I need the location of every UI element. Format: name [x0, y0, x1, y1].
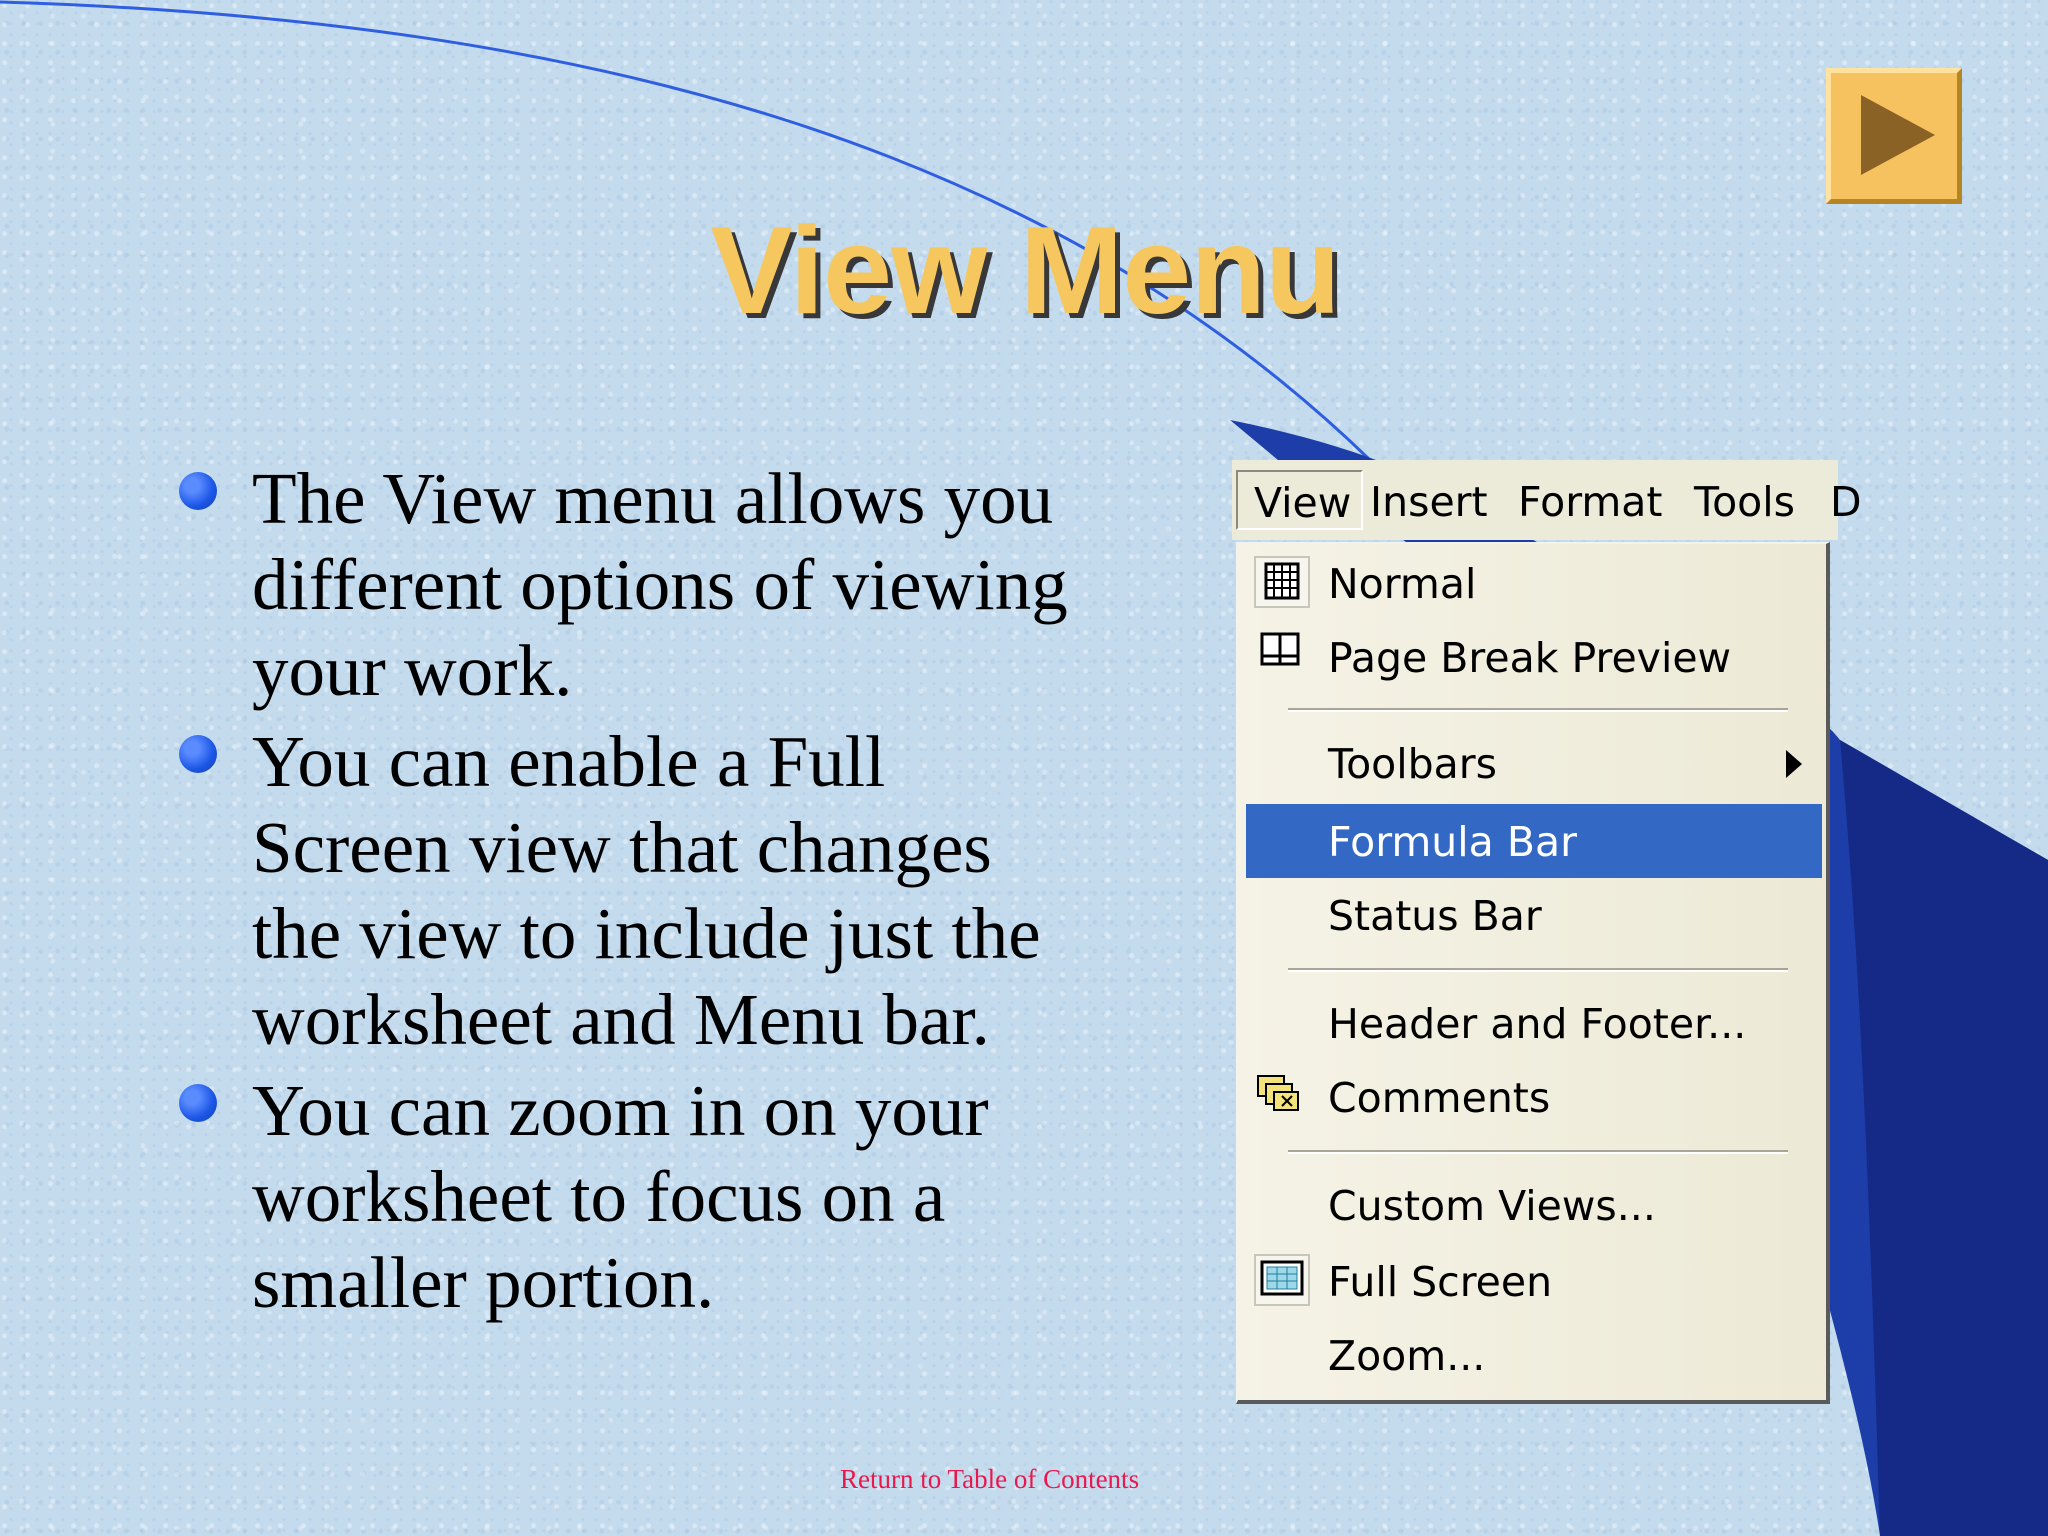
bullet-dot-icon: [179, 1084, 217, 1122]
menu-format[interactable]: Format: [1518, 478, 1663, 526]
normal-view-icon: [1254, 556, 1310, 608]
bullet-text: You can zoom in on your worksheet to focus on a smaller portion.: [252, 1070, 989, 1323]
menu-item-label: Normal: [1328, 560, 1477, 608]
list-item: [176, 456, 1076, 714]
comments-icon: [1254, 1070, 1310, 1122]
menu-item-header-and-footer[interactable]: [1246, 986, 1822, 1060]
page-break-preview-icon: [1254, 630, 1310, 682]
menu-item-label: Header and Footer...: [1328, 1000, 1747, 1048]
view-menu-dropdown: [1236, 542, 1830, 1404]
slide-title: View Menu: [710, 202, 1340, 340]
menu-item-label: Status Bar: [1328, 892, 1542, 940]
menu-item-label: Zoom...: [1328, 1332, 1486, 1380]
menu-data-clipped[interactable]: D: [1830, 478, 1862, 526]
full-screen-icon: [1254, 1254, 1310, 1306]
menu-item-label: Toolbars: [1328, 740, 1498, 788]
menu-item-full-screen[interactable]: [1246, 1244, 1822, 1318]
menu-item-label: Custom Views...: [1328, 1182, 1656, 1230]
menu-insert[interactable]: Insert: [1370, 478, 1488, 526]
menu-item-toolbars[interactable]: [1246, 726, 1822, 800]
menu-item-label: Full Screen: [1328, 1258, 1553, 1306]
next-slide-button[interactable]: [1826, 68, 1962, 204]
menu-view[interactable]: View: [1236, 470, 1363, 530]
excel-view-menu-screenshot: [1230, 460, 1862, 1412]
menu-tools[interactable]: Tools: [1694, 478, 1795, 526]
list-item: [176, 1068, 1076, 1326]
menu-item-label: Formula Bar: [1328, 818, 1577, 866]
return-to-contents-link[interactable]: Return to Table of Contents: [840, 1464, 1140, 1494]
menu-item-page-break-preview[interactable]: [1246, 620, 1822, 694]
menu-item-status-bar[interactable]: [1246, 878, 1822, 952]
bullet-text: You can enable a Full Screen view that changes the view to include just the worksheet and Menu bar.: [252, 721, 1041, 1060]
play-arrow-icon: [1831, 73, 1957, 199]
submenu-arrow-icon: [1786, 750, 1802, 778]
bullet-dot-icon: [179, 472, 217, 510]
menu-item-custom-views[interactable]: [1246, 1168, 1822, 1242]
bullet-text: The View menu allows you different options of viewing your work.: [252, 458, 1068, 711]
bullet-list: [176, 456, 1076, 1331]
menu-bar: [1232, 460, 1862, 540]
menu-separator: [1288, 1150, 1788, 1154]
menu-item-formula-bar[interactable]: [1246, 804, 1822, 878]
menu-item-comments[interactable]: [1246, 1060, 1822, 1134]
list-item: [176, 719, 1076, 1063]
bullet-dot-icon: [179, 735, 217, 773]
menu-separator: [1288, 708, 1788, 712]
menu-item-label: Comments: [1328, 1074, 1551, 1122]
menu-separator: [1288, 968, 1788, 972]
menu-item-normal[interactable]: [1246, 546, 1822, 620]
menu-item-label: Page Break Preview: [1328, 634, 1732, 682]
menu-item-zoom[interactable]: [1246, 1318, 1822, 1392]
